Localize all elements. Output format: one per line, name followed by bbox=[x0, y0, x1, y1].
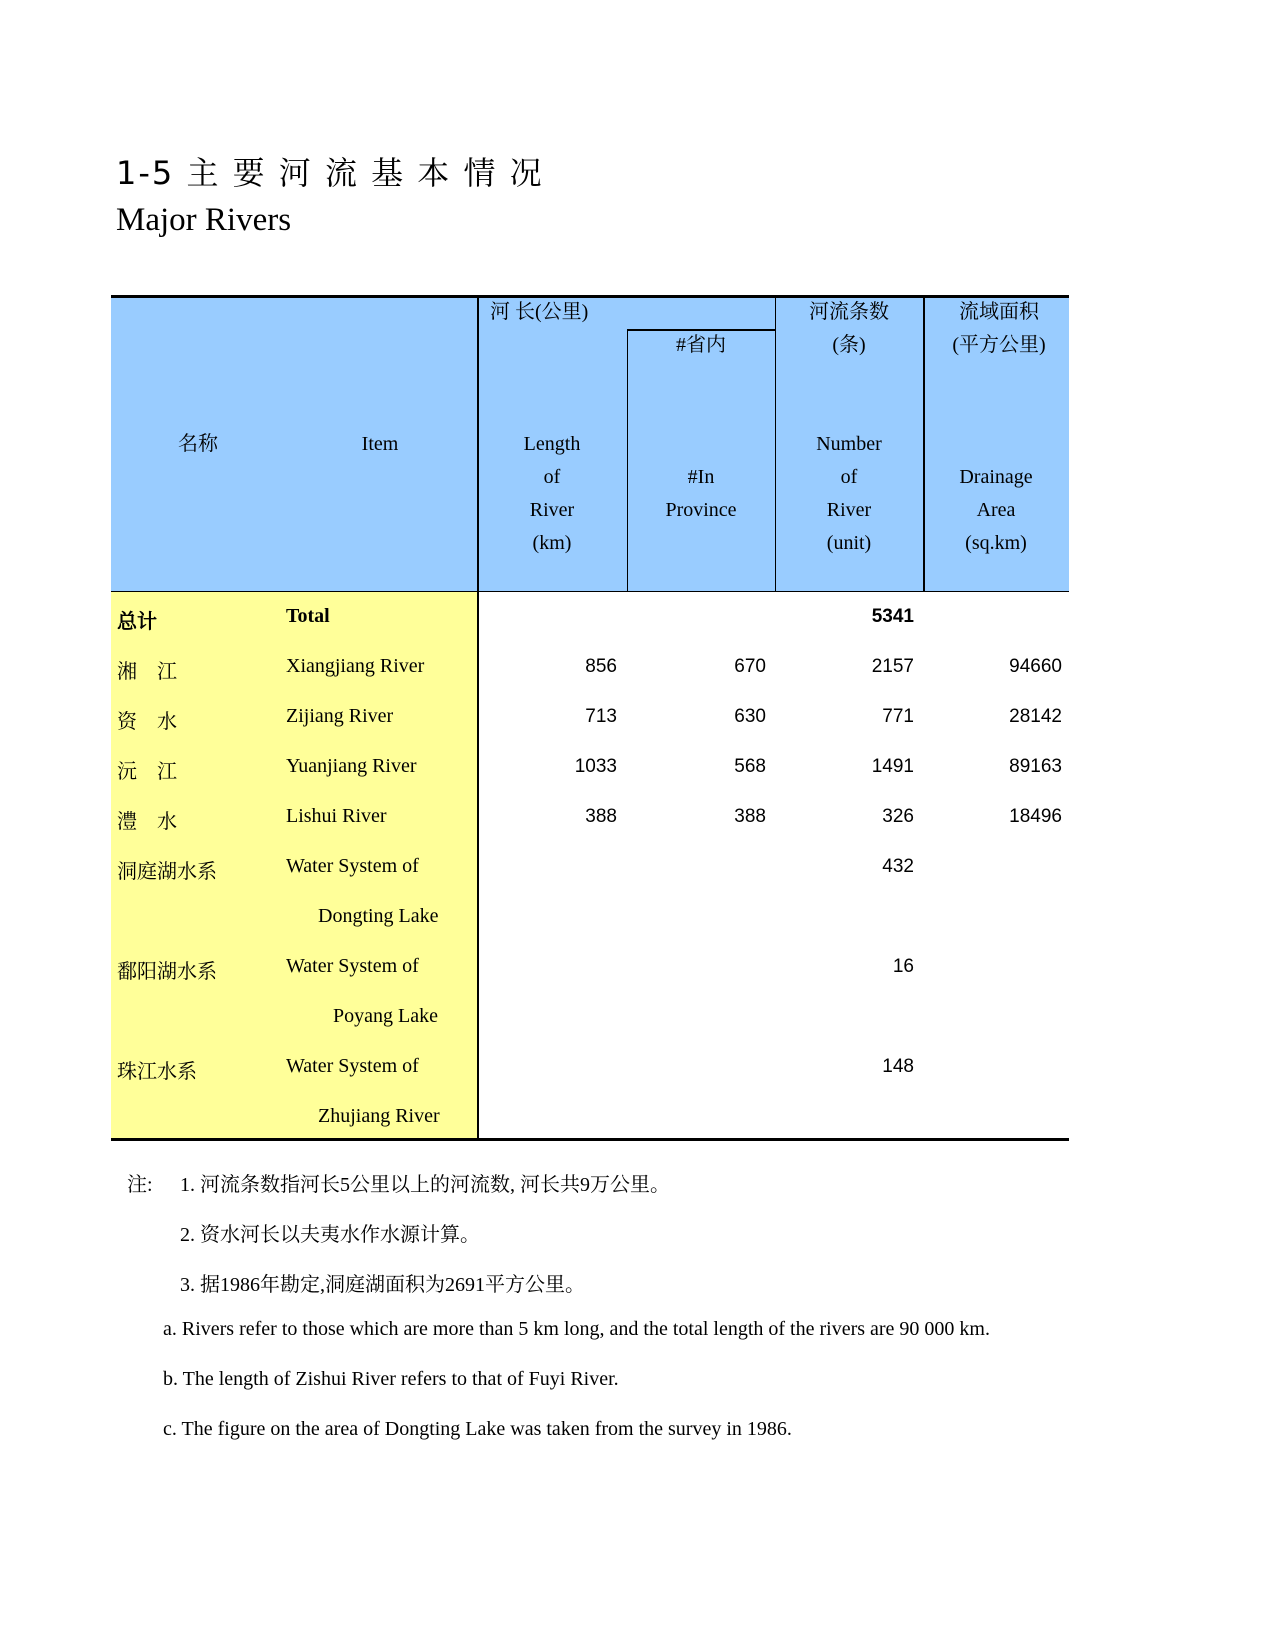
row-yuanjiang-area: 89163 bbox=[1009, 756, 1062, 777]
row-dongting-cn: 洞庭湖水系 bbox=[117, 861, 217, 883]
row-zijiang-en: Zijiang River bbox=[286, 705, 394, 727]
row-xiangjiang-area: 94660 bbox=[1009, 656, 1062, 677]
page-title-cn: 1-5 主 要 河 流 基 本 情 况 bbox=[116, 154, 544, 192]
row-poyang-en-line2: Poyang Lake bbox=[333, 1005, 438, 1027]
row-lishui-in-province: 388 bbox=[734, 806, 766, 827]
row-poyang-en: Water System of bbox=[286, 955, 419, 977]
header-length-cn: 河 长(公里) bbox=[490, 301, 589, 323]
row-yuanjiang-cn: 沅 江 bbox=[117, 761, 177, 783]
header-name-cn: 名称 bbox=[178, 433, 218, 455]
row-poyang-number: 16 bbox=[892, 956, 914, 977]
row-lishui-length: 388 bbox=[585, 806, 617, 827]
row-xiangjiang-number: 2157 bbox=[871, 656, 914, 677]
row-xiangjiang-in-province: 670 bbox=[734, 656, 766, 677]
row-lishui-cn: 澧 水 bbox=[117, 811, 177, 833]
row-zhujiang-number: 148 bbox=[882, 1056, 914, 1077]
header-length-en: Length of River (km) bbox=[523, 433, 581, 554]
row-lishui-en: Lishui River bbox=[286, 805, 387, 827]
row-zijiang-cn: 资 水 bbox=[117, 711, 177, 733]
page-title-en: Major Rivers bbox=[116, 202, 292, 238]
row-yuanjiang-in-province: 568 bbox=[734, 756, 766, 777]
note-en-a: a. Rivers refer to those which are more than 5 km long, and the total length of the rivers are 90 000 km. bbox=[163, 1318, 990, 1340]
row-yuanjiang-number: 1491 bbox=[871, 756, 914, 777]
header-number-en: Number of River (unit) bbox=[816, 433, 882, 554]
row-yuanjiang-en: Yuanjiang River bbox=[286, 755, 417, 777]
row-zhujiang-cn: 珠江水系 bbox=[117, 1061, 197, 1083]
note-cn-3: 3. 据1986年勘定,洞庭湖面积为2691平方公里。 bbox=[180, 1274, 585, 1296]
row-total-number: 5341 bbox=[871, 606, 914, 627]
column-divider-number bbox=[775, 296, 776, 592]
table-bottom-border bbox=[111, 1138, 1069, 1141]
row-dongting-en-line2: Dongting Lake bbox=[318, 905, 439, 927]
row-total-cn: 总计 bbox=[117, 611, 157, 633]
header-item-en: Item bbox=[361, 433, 399, 455]
column-divider-province bbox=[627, 329, 628, 592]
row-dongting-en: Water System of bbox=[286, 855, 419, 877]
row-total-en: Total bbox=[286, 605, 330, 627]
note-cn-2: 2. 资水河长以夫夷水作水源计算。 bbox=[180, 1224, 480, 1246]
column-divider-item bbox=[477, 296, 479, 1140]
notes-label: 注: bbox=[127, 1174, 153, 1196]
note-en-b: b. The length of Zishui River refers to that of Fuyi River. bbox=[163, 1368, 619, 1390]
row-zijiang-length: 713 bbox=[585, 706, 617, 727]
row-dongting-number: 432 bbox=[882, 856, 914, 877]
header-in-province-cn: #省内 bbox=[676, 334, 726, 356]
row-poyang-cn: 鄱阳湖水系 bbox=[117, 961, 217, 983]
row-xiangjiang-en: Xiangjiang River bbox=[286, 655, 425, 677]
row-zhujiang-en: Water System of bbox=[286, 1055, 419, 1077]
row-lishui-number: 326 bbox=[882, 806, 914, 827]
note-cn-1: 1. 河流条数指河长5公里以上的河流数, 河长共9万公里。 bbox=[180, 1174, 670, 1196]
row-zijiang-area: 28142 bbox=[1009, 706, 1062, 727]
row-yuanjiang-length: 1033 bbox=[574, 756, 617, 777]
row-zijiang-number: 771 bbox=[882, 706, 914, 727]
header-number-cn: 河流条数 (条) bbox=[809, 301, 889, 356]
header-area-cn: 流域面积 (平方公里) bbox=[952, 301, 1046, 356]
row-xiangjiang-cn: 湘 江 bbox=[117, 661, 177, 683]
row-zhujiang-en-line2: Zhujiang River bbox=[318, 1105, 440, 1127]
row-zijiang-in-province: 630 bbox=[734, 706, 766, 727]
header-area-en: Drainage Area (sq.km) bbox=[959, 466, 1033, 554]
row-lishui-area: 18496 bbox=[1009, 806, 1062, 827]
row-xiangjiang-length: 856 bbox=[585, 656, 617, 677]
note-en-c: c. The figure on the area of Dongting Lake was taken from the survey in 1986. bbox=[163, 1418, 792, 1440]
column-divider-area bbox=[923, 296, 925, 592]
header-in-province-en: #In Province bbox=[665, 466, 737, 521]
header-bottom-border bbox=[111, 591, 1069, 592]
